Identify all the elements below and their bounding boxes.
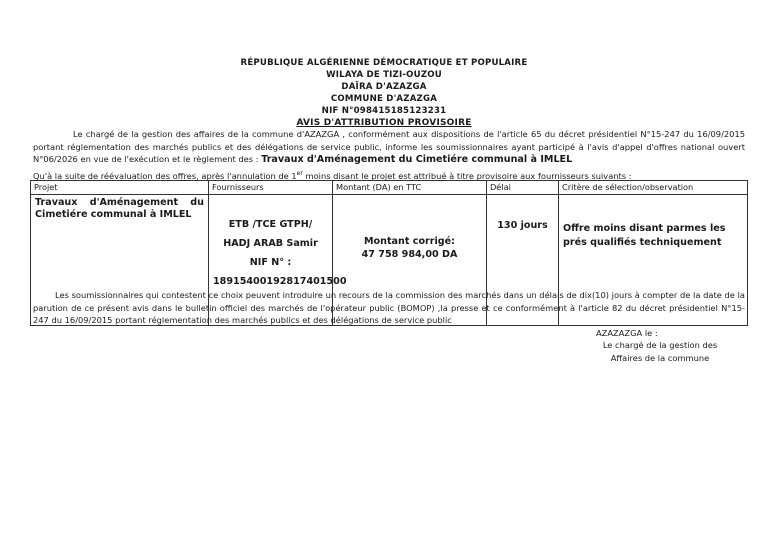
republic-name: RÉPUBLIQUE ALGÉRIENNE DÉMOCRATIQUE ET POPULAIRE (240, 58, 528, 68)
fournisseur-line2: HADJ ARAB Samir (223, 238, 318, 249)
notice-title: AVIS D'ATTRIBUTION PROVISOIRE (296, 118, 472, 128)
intro-text: Le chargé de la gestion des affaires de la commune d'AZAZGA , conformément aux dispositions de l'article 65 du décret présidentiel N°15-247 du 16/09/2015 portant réglementation des marchés publics et des délégations de service public, informe les soumissionnaires ayant participé à l'avis d'appel d'offres national ouvert N°06/2026 en vue de l'exécution et le règlement des : (33, 129, 745, 165)
header-critere: Critère de sélection/observation (559, 181, 748, 195)
wilaya-name: WILAYA DE TIZI-OUZOU (326, 70, 442, 80)
signature-block (570, 327, 750, 364)
project-name: Travaux d'Aménagement du Cimetiére communal à IMLEL (261, 154, 573, 166)
projet-line2: Cimetiére communal à IMLEL (35, 209, 192, 220)
outro-text: Les soumissionnaires qui contestent ce choix peuvent introduire un recours de la commission des marchés dans un délais de dix(10) jours à compter de la date de la parution de ce présent avis dans le bulletin officiel des marchés de l'opérateur public (BOMOP) ,la presse et ce conformément à l'article 82 du décret présidentiel N°15-247 du 16/09/2015 portant réglementation des marchés publics et des délégations de service public (33, 290, 745, 326)
lead-part1: Qu'à la suite de réévaluation des offres, après l'annulation de 1 (33, 170, 297, 181)
projet-line1: Travaux d'Aménagement du (35, 197, 204, 208)
header-projet: Projet (31, 181, 209, 195)
cell-delai: 130 jours (487, 195, 559, 326)
signature-line3: Affaires de la commune (610, 352, 710, 363)
montant-value: 47 758 984,00 DA (361, 249, 458, 260)
header-fournisseurs: Fournisseurs (209, 181, 333, 195)
signature-line2: Le chargé de la gestion des (602, 340, 718, 351)
signature-place: AZAZAZGA le : (596, 328, 658, 338)
lead-superscript: er (296, 170, 303, 177)
fournisseur-nif: 18915400192817401500 (213, 276, 347, 287)
fournisseur-line1: ETB /TCE GTPH/ (228, 219, 313, 230)
letterhead (0, 57, 768, 129)
daira-name: DAÏRA D'AZAZGA (341, 82, 427, 92)
intro-paragraph (33, 128, 745, 167)
fournisseur-line3: NIF N° : (249, 257, 292, 268)
header-montant: Montant (DA) en TTC (333, 181, 487, 195)
commune-name: COMMUNE D'AZAZGA (330, 94, 438, 104)
nif-number: NIF N°098415185123231 (321, 106, 447, 116)
outro-paragraph (33, 289, 745, 327)
lead-part2: moins disant le projet est attribué à titre provisoire aux fournisseurs suivants : (302, 170, 632, 181)
montant-label: Montant corrigé: (363, 236, 456, 247)
header-delai: Délai (487, 181, 559, 195)
cell-critere: Offre moins disant parmes les prés qualifiés techniquement (559, 195, 748, 326)
table-header-row (31, 181, 748, 195)
